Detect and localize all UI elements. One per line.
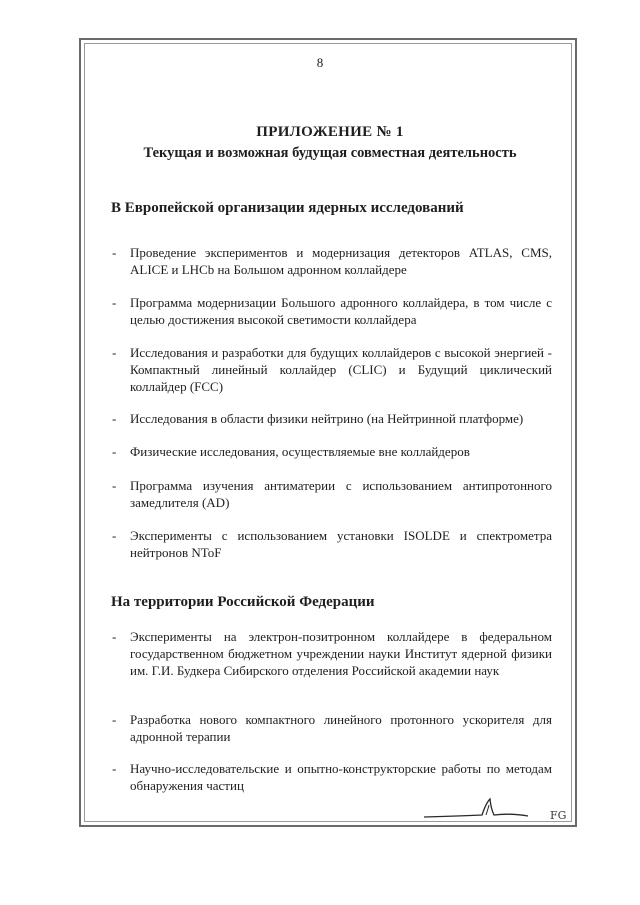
list-item: [112, 477, 552, 511]
list-item-text: Научно-исследовательские и опытно-конструкторские работы по методам обнаружения частиц: [130, 761, 552, 793]
list-item-text: Эксперименты с использованием установки ISOLDE и спектрометра нейтронов NToF: [130, 528, 552, 560]
list-bullet: -: [112, 761, 117, 776]
list-item: [112, 244, 552, 278]
list-item-text: Программа модернизации Большого адронного коллайдера, в том числе с целью достижения высокой светимости коллайдера: [130, 295, 552, 327]
list-bullet: -: [112, 478, 117, 493]
list-item-text: Разработка нового компактного линейного протонного ускорителя для адронной терапии: [130, 712, 552, 744]
list-bullet: -: [112, 712, 117, 727]
list-item: [112, 443, 552, 460]
list-item: [112, 760, 552, 794]
list-bullet: -: [112, 528, 117, 543]
list-item-text: Проведение экспериментов и модернизация детекторов ATLAS, CMS, ALICE и LHCb на Большом адронном коллайдере: [130, 245, 552, 277]
list-bullet: -: [112, 411, 117, 426]
section-heading-cern: В Европейской организации ядерных исследований: [111, 200, 464, 216]
list-item-text: Исследования в области физики нейтрино (на Нейтринной платформе): [130, 411, 524, 426]
signature-mark: [420, 795, 570, 825]
page-number: 8: [316, 55, 324, 70]
list-bullet: -: [112, 295, 117, 310]
list-bullet: -: [112, 629, 117, 644]
list-bullet: -: [112, 345, 117, 360]
list-item: [112, 711, 552, 745]
list-bullet: -: [112, 245, 117, 260]
list-item-text: Физические исследования, осуществляемые вне коллайдеров: [130, 444, 470, 459]
list-item-text: Программа изучения антиматерии с использованием антипротонного замедлителя (AD): [130, 478, 552, 510]
list-item-text: Эксперименты на электрон-позитронном коллайдере в федеральном государственном бюджетном учреждении науки Институт ядерной физики им. Г.И. Будкера Сибирского отделения Российской академии наук: [130, 629, 552, 678]
list-item: [112, 294, 552, 328]
list-item: [112, 628, 552, 679]
list-item: [112, 527, 552, 561]
list-item: [112, 410, 552, 427]
list-item: [112, 344, 552, 395]
appendix-subtitle: Текущая и возможная будущая совместная деятельность: [143, 145, 517, 161]
list-item-text: Исследования и разработки для будущих коллайдеров с высокой энергией - Компактный линейный коллайдер (CLIC) и Будущий циклический коллайдер (FCC): [130, 345, 552, 394]
signature-initials: FG: [550, 809, 567, 822]
appendix-title: ПРИЛОЖЕНИЕ № 1: [256, 124, 404, 140]
list-bullet: -: [112, 444, 117, 459]
section-heading-russia: На территории Российской Федерации: [111, 594, 375, 610]
